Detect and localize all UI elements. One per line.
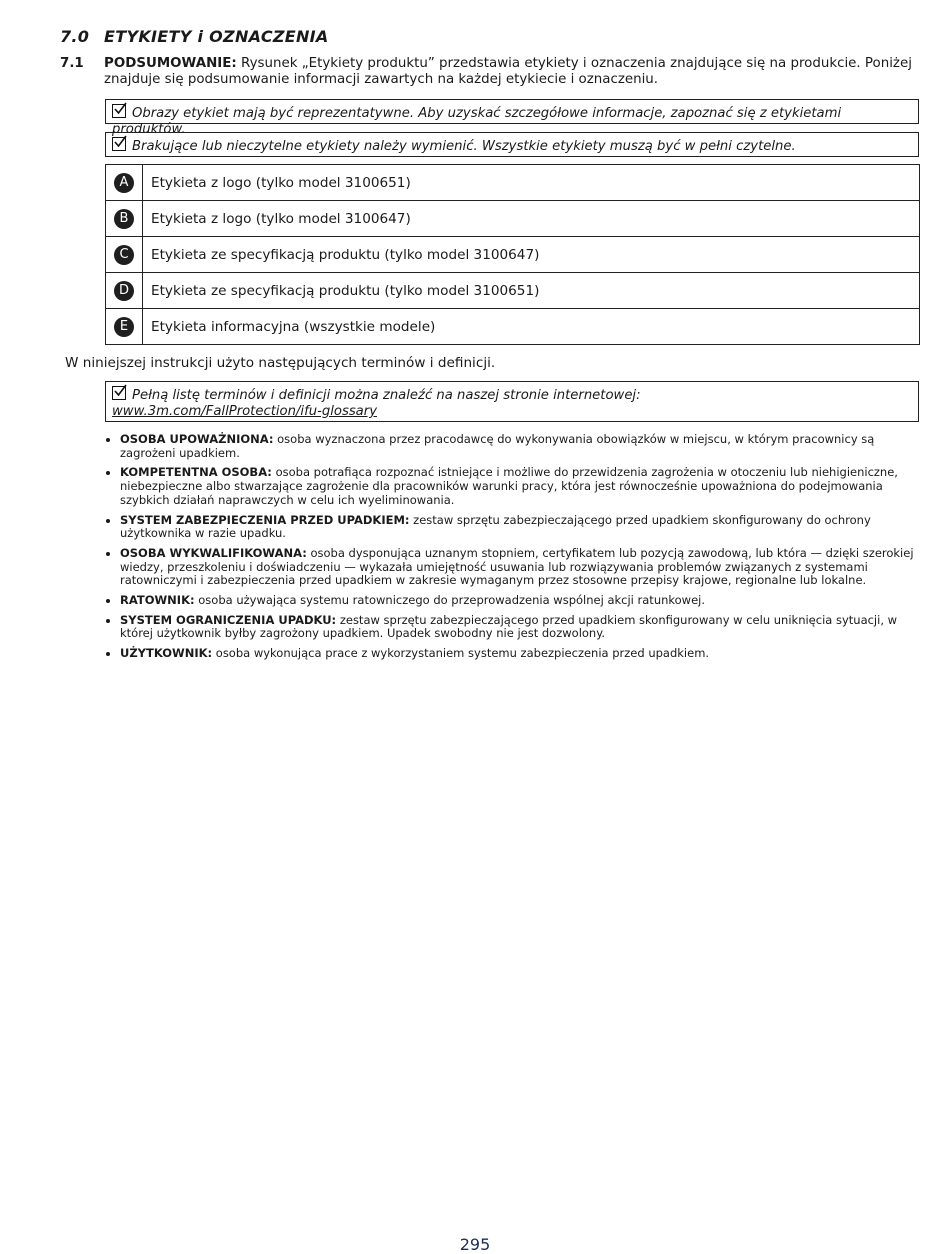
list-item <box>120 433 920 460</box>
notice-representative-text: Obrazy etykiet mają być reprezentatywne. Aby uzyskać szczegółowe informacje, zapoznać się z etykietami produktów. <box>112 106 842 137</box>
list-item <box>120 594 920 608</box>
list-item <box>120 514 920 541</box>
label-description: Etykieta ze specyfikacją produktu (tylko model 3100647) <box>143 237 920 273</box>
notice-replace-text: Brakujące lub nieczytelne etykiety należy wymienić. Wszystkie etykiety muszą być w pełni czytelne. <box>132 139 796 154</box>
page-number: 295 <box>459 1235 491 1254</box>
label-letter-badge: B <box>114 209 134 229</box>
definition-text: zestaw sprzętu zabezpieczającego przed upadkiem skonfigurowany w celu uniknięcia sytuacji, w której użytkownik byłby zagrożony upadkiem. Upadek swobodny nie jest dozwolony. <box>120 612 898 641</box>
subsection-text: Rysunek „Etykiety produktu” przedstawia etykiety i oznaczenia znajdujące się na produkcie. Poniżej znajduje się podsumowanie informacji zawartych na każdej etykiecie i oznaczeniu. <box>104 56 912 87</box>
checkbox-icon <box>112 386 126 400</box>
section-heading <box>60 27 329 46</box>
glossary-link[interactable]: www.3m.com/FallProtection/ifu-glossary <box>112 404 377 419</box>
table-row <box>106 309 920 345</box>
section-number: 7.0 <box>60 27 90 46</box>
definitions-list <box>105 433 920 667</box>
definition-text: osoba potrafiąca rozpoznać istniejące i możliwe do przewidzenia zagrożenia w otoczeniu lub niehigieniczne, niebezpieczne albo stwarzające zagrożenie dla pracowników warunki pracy, która jest równocześnie upoważniona do podejmowania szybkich działań naprawczych w celu ich wyeliminowania. <box>120 465 898 507</box>
subsection-summary <box>60 56 920 88</box>
label-letter-badge: A <box>114 173 134 193</box>
section-title: ETYKIETY i OZNACZENIA <box>104 27 329 46</box>
checkbox-icon <box>112 104 126 118</box>
definition-text: osoba wyznaczona przez pracodawcę do wykonywania obowiązków w miejscu, w którym pracownicy są zagrożeni upadkiem. <box>120 432 875 460</box>
subsection-number: 7.1 <box>60 56 84 71</box>
definition-term: OSOBA WYKWALIFIKOWANA: <box>120 545 307 560</box>
definition-term: OSOBA UPOWAŻNIONA: <box>120 432 274 446</box>
label-letter-badge: D <box>114 281 134 301</box>
table-row <box>106 201 920 237</box>
notice-glossary-text: Pełną listę terminów i definicji można znaleźć na naszej stronie internetowej: <box>132 388 641 403</box>
table-row <box>106 165 920 201</box>
definition-text: osoba dysponująca uznanym stopniem, certyfikatem lub pozycją zawodową, lub która — dzięki szerokiej wiedzy, przeszkoleniu i doświadczeniu — wykazała umiejętność usuwania lub rozwiązywania problemów związanych z systemami ratowniczymi i zabezpieczenia przed upadkiem w zakresie wymaganym przez stosowne przepisy krajowe, regionalne lub lokalne. <box>120 545 914 588</box>
list-item <box>120 647 920 661</box>
definition-text: osoba wykonująca prace z wykorzystaniem systemu zabezpieczenia przed upadkiem. <box>212 646 710 661</box>
checkbox-icon <box>112 137 126 151</box>
notice-glossary <box>105 381 919 422</box>
definition-term: UŻYTKOWNIK: <box>120 646 213 661</box>
label-description: Etykieta ze specyfikacją produktu (tylko model 3100651) <box>143 273 920 309</box>
labels-table <box>105 164 920 345</box>
list-item <box>120 547 920 588</box>
label-description: Etykieta z logo (tylko model 3100651) <box>143 165 920 201</box>
label-description: Etykieta z logo (tylko model 3100647) <box>143 201 920 237</box>
label-letter-badge: E <box>114 317 134 337</box>
definition-term: SYSTEM OGRANICZENIA UPADKU: <box>120 612 337 627</box>
table-row <box>106 237 920 273</box>
subsection-body <box>104 56 920 88</box>
notice-representative <box>105 99 919 137</box>
definitions-intro: W niniejszej instrukcji użyto następujących terminów i definicji. <box>65 355 496 371</box>
definition-term: KOMPETENTNA OSOBA: <box>120 465 272 480</box>
table-row <box>106 273 920 309</box>
definition-term: RATOWNIK: <box>120 593 195 608</box>
notice-replace <box>105 132 919 157</box>
label-description: Etykieta informacyjna (wszystkie modele) <box>143 309 920 345</box>
list-item <box>120 614 920 641</box>
definition-text: osoba używająca systemu ratowniczego do przeprowadzenia wspólnej akcji ratunkowej. <box>194 593 706 608</box>
definition-text: zestaw sprzętu zabezpieczającego przed upadkiem skonfigurowany do ochrony użytkownika w razie upadku. <box>120 512 871 541</box>
list-item <box>120 466 920 507</box>
definition-term: SYSTEM ZABEZPIECZENIA PRZED UPADKIEM: <box>120 512 410 527</box>
subsection-lead: PODSUMOWANIE: <box>104 56 237 71</box>
label-letter-badge: C <box>114 245 134 265</box>
